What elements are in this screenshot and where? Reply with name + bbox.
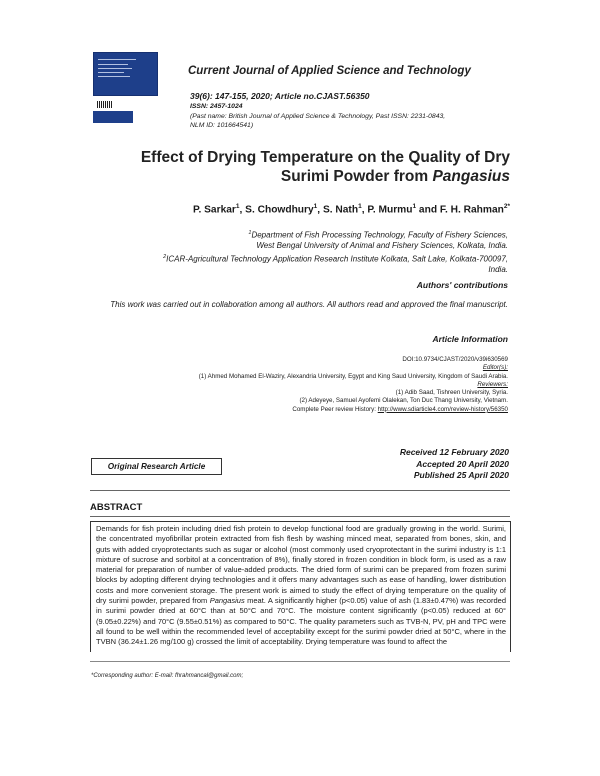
abstract-box	[90, 521, 511, 652]
author-affiliation-sup: 1	[412, 203, 417, 210]
reviewers-label: Reviewers:	[477, 380, 508, 388]
author-separator: ,	[317, 204, 323, 216]
article-title	[90, 148, 510, 186]
author-name: P. Murmu	[367, 204, 413, 216]
author-name: S. Nath	[322, 204, 359, 216]
journal-cover-image	[93, 52, 158, 96]
abstract-paragraph-1: Demands for fish protein including dried fish protein to develop functional food are gradually growing in the world. Surimi, the concentrated myofibrillar protein extracted from fish flesh by washing minced meat, separated from bones, skin, and guts with added cryoprotectants such as sugar or alcohol (most commonly used cryoprotectant in the surimi industry is 1:1 mixture of sucrose and sorbitol at a concentration of 8%), finally stored in frozen condition in block form, is used as a raw material for preparation of number of value-added products. The dried form of surimi can be prepared from frozen surimi blocks by adopting different drying technologies and it offers many advantages such as ease of handling, lower distribution costs and more convenient storage.	[96, 524, 506, 595]
reviewer-2: (2) Adeyeye, Samuel Ayofemi Olalekan, Ton Duc Thang University, Vietnam.	[299, 397, 508, 405]
affil-2-line2: India.	[488, 265, 508, 275]
received-date: Received 12 February 2020	[399, 447, 509, 457]
title-italic: Pangasius	[432, 168, 510, 185]
author-separator: and	[416, 204, 440, 216]
author-affiliation-sup: 1	[313, 203, 318, 210]
peer-review-label: Complete Peer review History:	[292, 405, 378, 413]
author-name: P. Sarkar	[193, 204, 236, 216]
journal-past-name	[190, 112, 460, 130]
peer-review-link[interactable]: http://www.sdiarticle4.com/review-history/56350	[377, 405, 508, 413]
divider	[90, 516, 510, 517]
article-information	[90, 356, 508, 414]
article-information-heading: Article Information	[432, 334, 508, 344]
doi: DOI:10.9734/CJAST/2020/v39i630569	[402, 356, 508, 363]
author-name: F. H. Rahman	[439, 204, 504, 216]
editor-label: Editor(s):	[482, 364, 508, 372]
abstract-paragraph-2-rest: meat. A significantly higher (p<0.05) value of ash (1.83±0.47%) was recorded in surimi powder dried at 60°C than at 50°C and 70°C. The moisture content significantly (p<0.05) reduced at 60° (9.05±0.22%) and 70°C (9.55±0.51%) as compared to 50°C. The quality parameters such as TVB-N, PV, pH and TPC were all found to be well within the recommended level of acceptability except for the surimi powder dried at 50°C, where in the TVBN (36.24±1.26 mg/100 g) crossed the limit of acceptability. Drying temperature was found to affect the	[96, 596, 506, 647]
journal-volume: 39(6): 147-155, 2020; Article no.CJAST.56350	[190, 91, 370, 101]
publisher-logo	[93, 111, 133, 123]
journal-name: Current Journal of Applied Science and Technology	[188, 65, 471, 77]
affil-1-sup: 1	[248, 230, 252, 236]
author-name: S. Chowdhury	[245, 204, 314, 216]
author-separator: ,	[239, 204, 246, 216]
past-name-text: (Past name: British Journal of Applied Science & Technology, Past ISSN: 2231-0843,	[190, 113, 446, 120]
journal-issn: ISSN: 2457-1024	[190, 103, 243, 110]
corresponding-author-footnote: *Corresponding author: E-mail: fhrahmancal@gmail.com;	[91, 673, 244, 679]
affil-1-line2: West Bengal University of Animal and Fishery Sciences, Kolkata, India.	[256, 241, 508, 251]
author-list	[90, 203, 510, 215]
reviewer-1: (1) Adib Saad, Tishreen University, Syria.	[395, 389, 508, 397]
abstract-heading: ABSTRACT	[90, 502, 143, 513]
footnote-divider	[90, 661, 510, 662]
abstract-italic-species: Pangasius	[209, 596, 245, 606]
nlm-id: NLM ID: 101664541)	[190, 122, 254, 129]
affil-2-sup: 2	[163, 253, 167, 260]
divider	[90, 490, 510, 491]
affil-2-line1: ICAR-Agricultural Technology Application Research Institute Kolkata, Salt Lake, Kolkata-700097,	[166, 254, 508, 264]
affiliations	[90, 228, 508, 276]
accepted-date: Accepted 20 April 2020	[416, 458, 509, 469]
author-separator: ,	[361, 204, 368, 216]
authors-contributions-heading: Authors' contributions	[416, 280, 508, 290]
editor: (1) Ahmed Mohamed El-Waziry, Alexandria University, Egypt and King Saud University, Kingdom of Saudi Arabia.	[198, 372, 508, 380]
article-dates	[300, 447, 509, 482]
published-date: Published 25 April 2020	[413, 470, 509, 481]
author-affiliation-sup: 2*	[503, 203, 510, 210]
author-affiliation-sup: 1	[235, 203, 240, 210]
barcode-icon	[97, 101, 113, 108]
abstract-paragraph-2-start: The present work is aimed to study the effect of drying temperature on the quality of dry surimi powder, prepared from	[96, 585, 507, 606]
title-main: Effect of Drying Temperature on the Quality of Dry Surimi Powder from	[140, 149, 510, 185]
author-affiliation-sup: 1	[358, 203, 362, 210]
article-type-badge: Original Research Article	[91, 458, 222, 475]
affil-1-line1: Department of Fish Processing Technology, Faculty of Fishery Sciences,	[251, 230, 508, 240]
authors-contributions-text: This work was carried out in collaboration among all authors. All authors read and approved the final manuscript.	[110, 300, 508, 309]
